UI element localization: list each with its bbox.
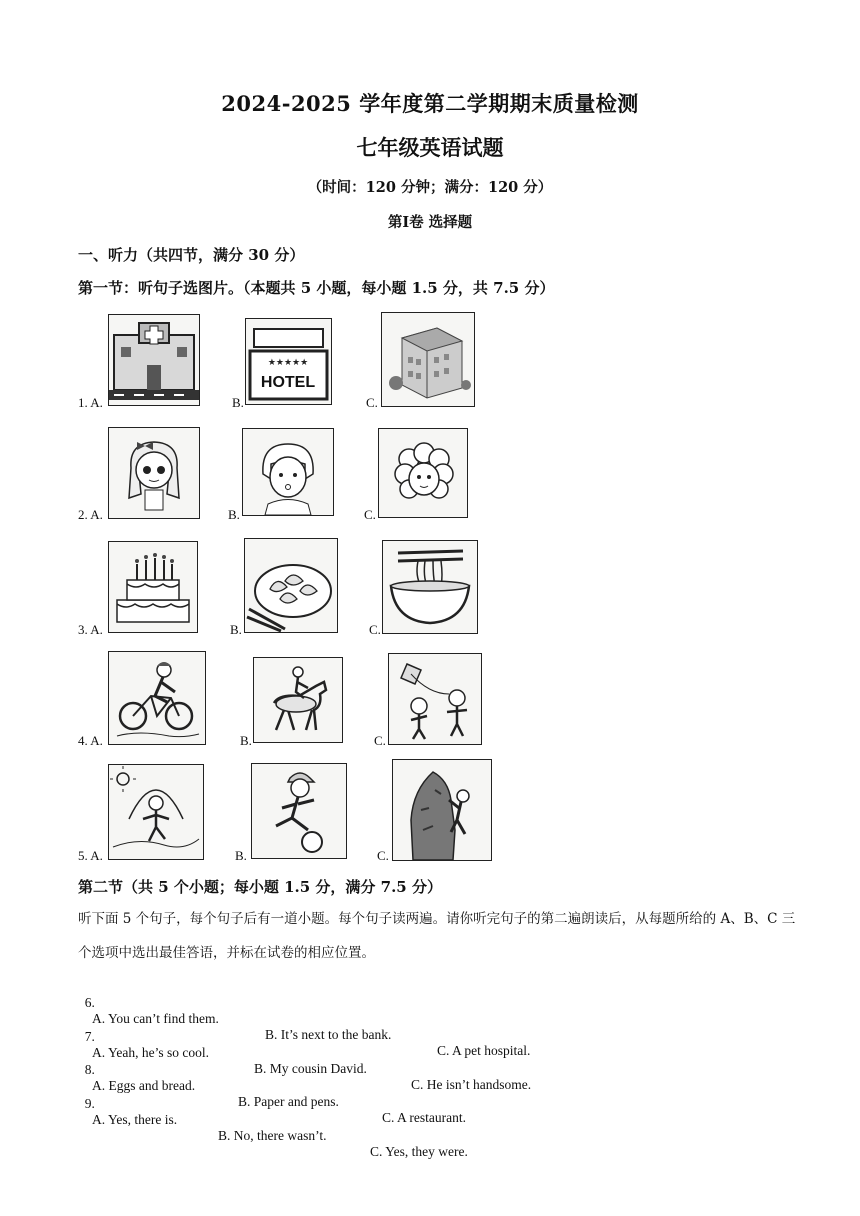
question-number: 8. <box>84 1062 95 1077</box>
noodles-icon[interactable] <box>382 540 478 634</box>
flying-kite-icon[interactable] <box>388 653 482 745</box>
option-c[interactable]: C. A pet hospital. <box>437 1043 531 1058</box>
question-number: 7. <box>84 1029 95 1044</box>
q5-c-label: C. <box>377 848 389 863</box>
option-a[interactable]: A. Yeah, he’s so cool. <box>92 1045 209 1060</box>
option-a[interactable]: A. You can’t find them. <box>92 1011 219 1026</box>
option-c[interactable]: C. He isn’t handsome. <box>411 1077 532 1092</box>
section2-heading: 第二节（共 5 个小题；每小题 1.5 分，满分 7.5 分） <box>78 878 442 896</box>
option-b[interactable]: B. No, there wasn’t. <box>218 1128 327 1143</box>
section2-instructions: 听下面 5 个句子，每个句子后有一道小题。每个句子读两遍。请你听完句子的第二遍朗读后，从每题所给的 A、B、C 三个选项中选出最佳答语，并标在试卷的相应位置。 <box>78 911 796 961</box>
riding-horse-icon[interactable] <box>253 657 343 743</box>
q3-b-label: B. <box>230 622 242 637</box>
option-b[interactable]: B. My cousin David. <box>254 1061 367 1076</box>
exam-info: （时间：120 分钟；满分：120 分） <box>307 179 553 196</box>
q1-b-label: B. <box>232 395 244 410</box>
short-hair-girl-icon[interactable] <box>242 428 334 516</box>
option-b[interactable]: B. Paper and pens. <box>238 1094 339 1109</box>
option-b[interactable]: B. It’s next to the bank. <box>265 1027 392 1042</box>
option-a[interactable]: A. Eggs and bread. <box>92 1078 196 1093</box>
question-number: 9. <box>84 1096 95 1111</box>
riding-bike-icon[interactable] <box>108 651 206 745</box>
rock-climbing-icon[interactable] <box>392 759 492 861</box>
option-a[interactable]: A. Yes, there is. <box>92 1112 178 1127</box>
q2-label: 2. A. <box>78 507 103 522</box>
option-c[interactable]: C. Yes, they were. <box>370 1144 468 1159</box>
hotel-sign-icon[interactable] <box>245 318 332 405</box>
q1-c-label: C. <box>366 395 378 410</box>
q1-label: 1. A. <box>78 395 103 410</box>
svg-text:HOTEL: HOTEL <box>260 374 316 391</box>
hospital-icon[interactable] <box>108 314 200 406</box>
building-icon[interactable] <box>381 312 475 407</box>
svg-text:★★★★★: ★★★★★ <box>267 358 309 368</box>
jumping-rope-icon[interactable] <box>108 764 204 860</box>
exam-title: 2024-2025 学年度第二学期期末质量检测 <box>221 91 639 116</box>
curly-hair-face-icon[interactable] <box>378 428 468 518</box>
long-hair-girl-icon[interactable] <box>108 427 200 519</box>
q2-c-label: C. <box>364 507 376 522</box>
volume-heading: 第Ⅰ卷 选择题 <box>387 214 473 231</box>
dumplings-icon[interactable] <box>244 538 338 633</box>
q4-c-label: C. <box>374 733 386 748</box>
option-c[interactable]: C. A restaurant. <box>382 1110 466 1125</box>
question-number: 6. <box>84 995 95 1010</box>
section1-heading: 第一节：听句子选图片。（本题共 5 小题，每小题 1.5 分，共 7.5 分） <box>78 279 555 297</box>
q4-b-label: B. <box>240 733 252 748</box>
q4-label: 4. A. <box>78 733 103 748</box>
q3-c-label: C. <box>369 622 381 637</box>
exam-subtitle: 七年级英语试题 <box>356 135 504 160</box>
part1-heading: 一、听力（共四节，满分 30 分） <box>78 246 305 264</box>
q3-label: 3. A. <box>78 622 103 637</box>
q5-label: 5. A. <box>78 848 103 863</box>
birthday-cake-icon[interactable] <box>108 541 198 633</box>
playing-soccer-icon[interactable] <box>251 763 347 859</box>
q5-b-label: B. <box>235 848 247 863</box>
q2-b-label: B. <box>228 507 240 522</box>
